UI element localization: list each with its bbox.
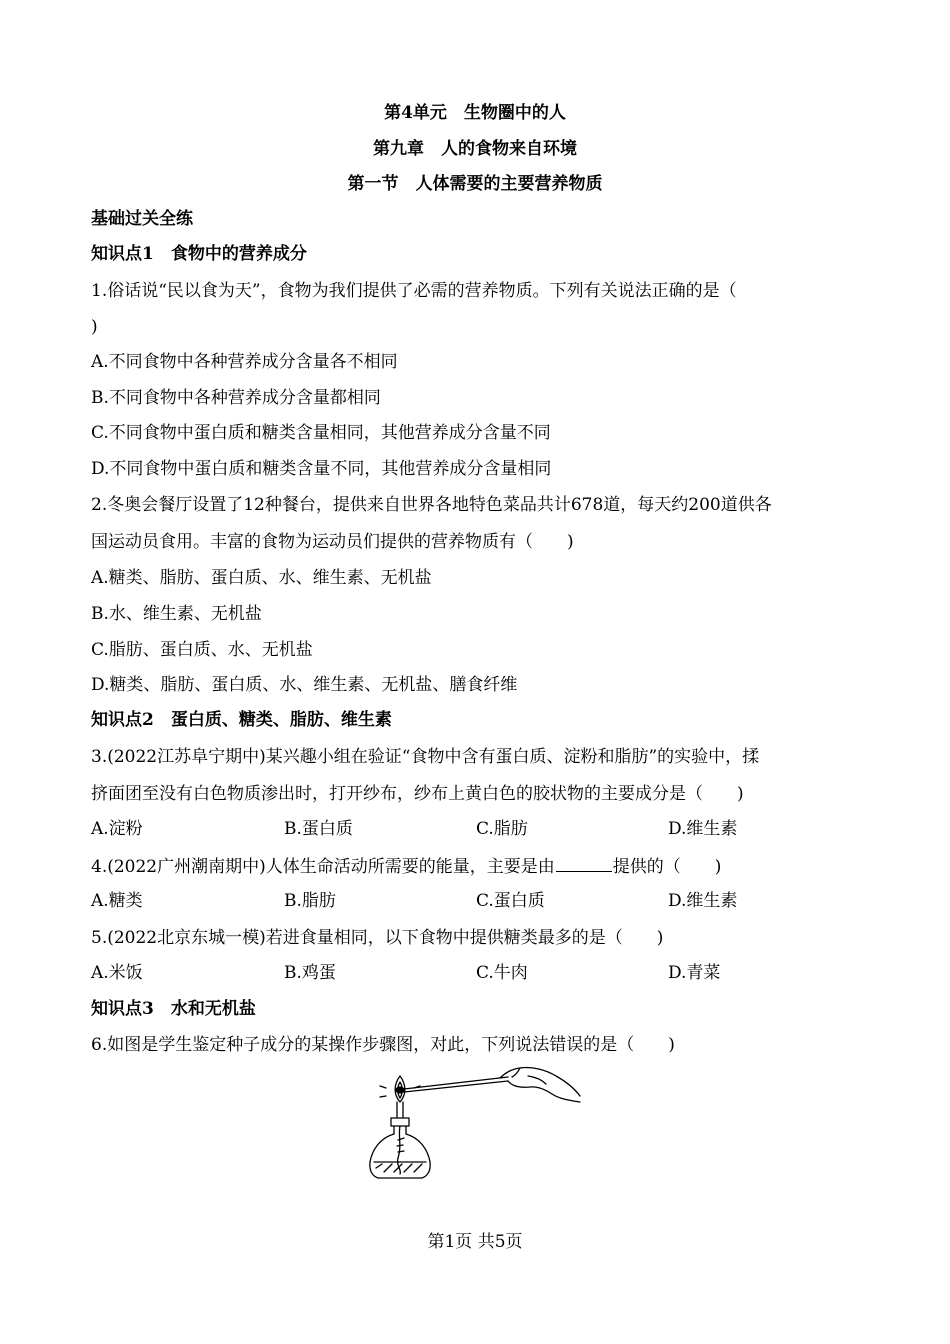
question-5-option-b: B.鸡蛋 [284,963,336,983]
question-2-stem-line2: 国运动员食用。丰富的食物为运动员们提供的营养物质有（ ) [91,532,574,552]
question-4-option-c: C.蛋白质 [476,891,545,911]
question-2-option-b: B.水、维生素、无机盐 [91,604,262,624]
question-6-stem: 6.如图是学生鉴定种子成分的某操作步骤图，对此，下列说法错误的是（ ) [91,1035,675,1055]
question-1-option-b: B.不同食物中各种营养成分含量都相同 [91,388,381,408]
section-title: 第一节 人体需要的主要营养物质 [347,174,603,194]
knowledge-point-2: 知识点2 蛋白质、糖类、脂肪、维生素 [91,710,392,730]
question-3-option-d: D.维生素 [668,819,738,839]
question-1-option-d: D.不同食物中蛋白质和糖类含量不同，其他营养成分含量相同 [91,459,552,479]
question-1-option-c: C.不同食物中蛋白质和糖类含量相同，其他营养成分含量不同 [91,423,551,443]
question-4-stem-before: 4.(2022广州潮南期中)人体生命活动所需要的能量，主要是由 [91,857,555,877]
question-2-option-a: A.糖类、脂肪、蛋白质、水、维生素、无机盐 [91,568,432,588]
question-3-stem-line2: 挤面团至没有白色物质渗出时，打开纱布，纱布上黄白色的胶状物的主要成分是（ ) [91,784,744,804]
section-label: 基础过关全练 [91,209,193,229]
question-1-option-a: A.不同食物中各种营养成分含量各不相同 [91,352,398,372]
unit-title: 第4单元 生物圈中的人 [384,103,566,123]
question-4-stem-after: 提供的（ ) [612,857,722,877]
question-5-option-d: D.青菜 [668,963,721,983]
question-4-stem [91,855,866,878]
question-3-option-a: A.淀粉 [91,819,143,839]
question-1-stem-line1: 1.俗话说“民以食为天”，食物为我们提供了必需的营养物质。下列有关说法正确的是（ [91,281,737,301]
question-3-option-b: B.蛋白质 [284,819,353,839]
question-2-option-d: D.糖类、脂肪、蛋白质、水、维生素、无机盐、膳食纤维 [91,675,518,695]
knowledge-point-3: 知识点3 水和无机盐 [91,999,256,1019]
question-4-option-a: A.糖类 [91,891,143,911]
chapter-title: 第九章 人的食物来自环境 [373,139,577,159]
question-1-stem-line2: ) [91,317,98,337]
alcohol-lamp-figure [360,1066,590,1186]
question-4-option-b: B.脂肪 [284,891,336,911]
knowledge-point-1: 知识点1 食物中的营养成分 [91,244,307,264]
question-5-option-a: A.米饭 [91,963,143,983]
question-5-option-c: C.牛肉 [476,963,528,983]
question-5-stem: 5.(2022北京东城一模)若进食量相同，以下食物中提供糖类最多的是（ ) [91,928,664,948]
page-footer: 第1页 共5页 [427,1232,523,1252]
question-2-option-c: C.脂肪、蛋白质、水、无机盐 [91,640,313,660]
question-3-stem-line1: 3.(2022江苏阜宁期中)某兴趣小组在验证“食物中含有蛋白质、淀粉和脂肪”的实验中，揉 [91,747,760,767]
question-2-stem-line1: 2.冬奥会餐厅设置了12种餐台，提供来自世界各地特色菜品共计678道，每天约200道供各 [91,495,772,515]
answer-blank [556,855,612,872]
question-4-option-d: D.维生素 [668,891,738,911]
question-3-option-c: C.脂肪 [476,819,528,839]
